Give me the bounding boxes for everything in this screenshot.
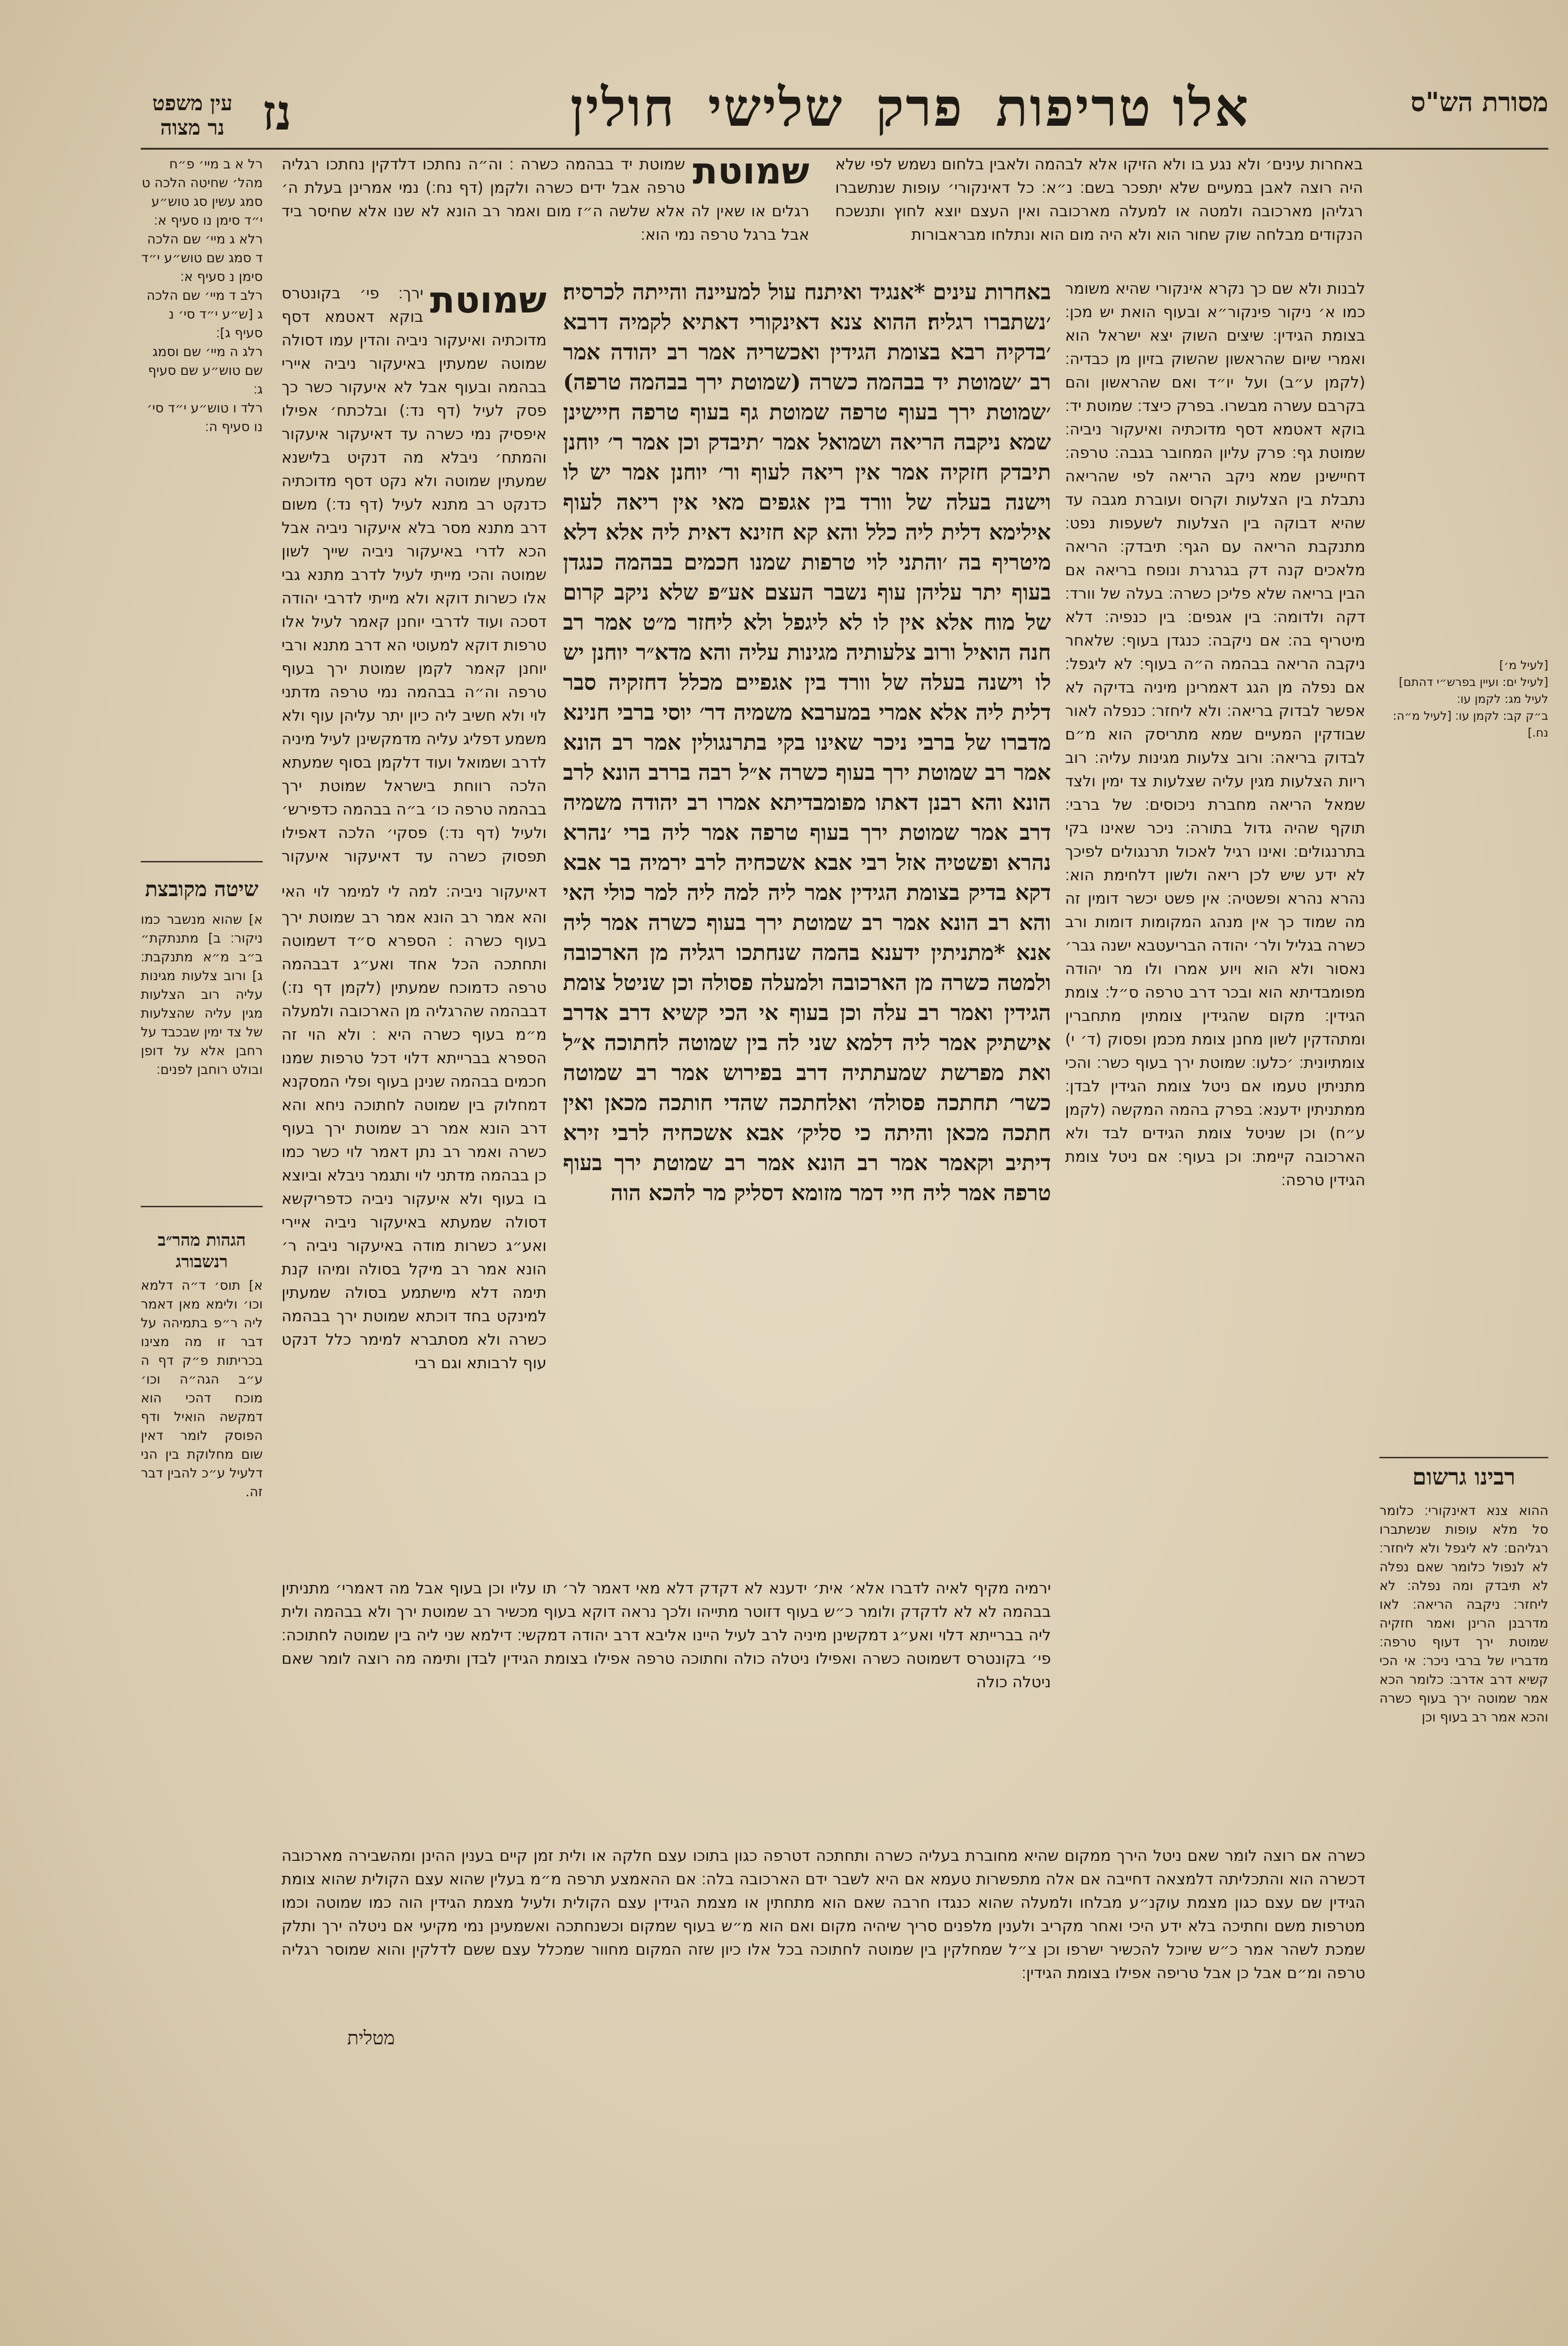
hagahot-rule [141,1206,263,1207]
catchword: מטלית [347,2027,395,2049]
rashi-dibur-shmutat: שמוטת [430,282,547,321]
title-word: שלישי [708,77,844,138]
rabbenu-gershom-title: רבינו גרשום [1412,1464,1515,1490]
ein-mishpat-label: עין משפט נר מצוה [152,91,233,140]
rashi-lama-text: למה לי למימר לוי האי והא אמר רב הונא אמר רב שמוטת ירך בעוף כשרה ׃ הספרא ס״ד דשמוטה ותחתכה הכל אחד ואע״ג דבבהמה טרפה כדמוכח שמעתין (לקמן דף נז׃) דבבהמה שהרגליה מן הארכובה ולמעלה מ״מ בעוף כשרה היא ׃ ולא הוי זה הספרא בברייתא דלוי דכל טרפות שמנו חכמים בבהמה שנינן בעוף ופלי המסקנא דמחלוק בין שמוטה לחתוכה ניחא והא דרב הונא אמר רב שמוטת ירך בעוף כשרה ואמר רב נתן דאמר לוי כשר כמו כן בבהמה מדתני לוי ותגמר ניבלא וביוצא בו בעוף ולא איעקור ניביה כדפריקשא דסולה שמעתא באיעקור ניביה איירי ואע״ג כשרות מודה באיעקור ניביה ר׳ הונא אמר רב מיקל בסולה ומיהו קנת תימה דלא מישתמע בסולה שמעתין למינקט בחד דוכתא שמוטת ירך בבהמה כשרה ולא מסתברא למימר כלל דנקט עוף לרבותא וגם רבי [282,882,547,1372]
shita-mekubetzet-text: א] שהוא מנשבר כמו ניקור׃ ב] מתנתקת״ ב״ב מ״א מתנקבת׃ ג] ורוב צלעות מגינות עליה רוב הצלעות מגין עליה שהצלעות של צד ימין שבכבד על רחבן אלא על דופן ובולט רוחבן לפנים׃ [141,912,263,1077]
rabbenu-rule [1379,1457,1548,1458]
tosafot-top: באחרות עינים׳ ולא נגע בו ולא הזיקו אלא לבהמה ולאבין בלחום נשמש לפי שלא היה רוצה לאבן במעיים שלא יתפכר בשם׃ נ״א׃ כל דאינקורי׳ עופות שנתשברו רגליהן מארכובה ולמטה או למעלה מארכובה ואין העצם יוצא לחוץ ותנשכח הנקודים מבלחה שוק שחור הוא ולא היה מום הוא ונתלחו מבראבורות [835,155,1363,244]
rashi-top-text: שמוטת יד בבהמה כשרה ׃ וה״ה נחתכו דלדקין נחתכו רגליה טרפה אבל ידים כשרה ולקמן (דף נח׃) נמי אמרינן בעלת ה׳ רגלים או שאין לה אלא שלשה ה״ז מום ואמר רב הונא לא שנו אלא שחיסר ביד אבל ברגל טרפה נמי הוא׃ [282,155,809,244]
rashi-top [282,152,809,279]
title-word: פרק [875,77,964,138]
hagahot-text: א] תוס׳ ד״ה דלמא וכו׳ ולימא מאן דאמר ליה ר״פ בתמיהה על דבר זו מה מצינו בכריתות פ״ק דף ה ע״ב הגה״ה וכו׳ מוכח דהכי הוא דמקשה הואיל ודף הפוסק לומר דאין שום מחלוקת בין הני דלעיל ע״כ להבין דבר זה. [141,1278,263,1500]
rabbenu-gershom-text: ההוא צנא דאינקורי׃ כלומר סל מלא עופות שנשתברו רגליהם׃ לא ליגפל ולא ליחזר׃ לא לנפול כלומר שאם נפלה לא תיבדק ומה נפלה׃ לא ליחזר׃ ניקבה הריאה׃ לאו מדרבנן הרינן ואמר חזקיה שמוטת ירך דעוף טרפה׃ מדבריו של ברבי ניכר׃ אי הכי קשיא דרב אדרב׃ כלומר הכא אמר שמוטה ירך בעוף כשרה והכא אמר רב בעוף וכן [1379,1503,1548,1725]
gemara-text: באחרות עינים *אנגיד ואיתנח עול למעיינה והייתה לכרסיה׃ ׳נשתברו רגליה׃ ההוא צנא דאינקורי דאתיא לקמיה דרבא ׳בדקיה רבא בצומת הגידין ואכשריה אמר רב יהודה אמר רב ׳שמוטת יד בבהמה כשרה (שמוטת ירך בבהמה טרפה) ׳שמוטת ירך בעוף טרפה שמוטת גף בעוף טרפה חיישינן שמא ניקבה הריאה ושמואל אמר ׳תיבדק וכן אמר ר׳ יוחנן תיבדק חזקיה אמר אין ריאה לעוף ור׳ יוחנן אמר יש לו וישנה בעלה של וורד בין אגפים מאי אין ריאה לעוף אילימא דלית ליה כלל והא קא חזינא דאית ליה אלא דלא מיטריף בה ׳והתני לוי טרפות שמנו חכמים בבהמה כנגדן בעוף יתר עליהן עוף נשבר העצם אע״פ שלא ניקב קרום של מוח אלא אין לו לא ליגפל ולא ליחזר מ״ט אמר רב חנה הואיל ורוב צלעותיה מגינות עליה והא מדא״ר יוחנן יש לו וישנה בעלה של וורד בין אגפיים מכלל דחזקיה סבר דלית ליה אלא אמרי במערבא משמיה דר׳ יוסי ברבי חנינא מדברו של ברבי ניכר שאינו בקי בתרנגולין אמר רב הונא אמר רב שמוטת ירך בעוף כשרה א״ל רבה בררב הונא לרב הונא והא רבנן דאתו מפומבדיתא אמרו רב יהודה משמיה דרב אמר שמוטת ירך בעוף טרפה אמר ליה ברי ׳נהרא נהרא ופשטיה אזל רבי אבא אשכחיה לרב ירמיה בר אבא דקא בדיק בצומת הגידין אמר ליה למה ליה למר כולי האי והא רב הונא אמר רב שמוטת ירך בעוף כשרה אמר ליה אנא *מתניתין ידענא בהמה שנחתכו רגליה מן הארכובה ולמטה כשרה מן הארכובה ולמעלה פסולה וכן שניטל צומת הגידין ואמר רב עלה וכן בעוף אי הכי קשיא דרב אדרב אישתיק אמר ליה דלמא שני לה בין שמוטה לחתוכה א״ל ואת מפרשת שמעתתיה דרב בפירוש אמר רב שמוטה כשר׳ תחתכה פסולה׳ ואלחתכה שהדי חותכה מכאן ואין חתכה מכאן והיתה כי סליק׳ אבא אשכחיה לרבי זירא דיתיב וקאמר אמר רב הונא אמר רב שמוטת ירך בעוף טרפה אמר ליה חיי דמר מזומא דסליק מר להכא הוה [563,279,1051,1205]
page-title [544,66,1276,150]
shita-mekubetzet-title: שיטה מקובצת [145,877,259,901]
tosafot-bottom-wide: כשרה אם רוצה לומר שאם ניטל הירך ממקום שהיא מחוברת בעליה כשרה ותחתכה דטרפה כגון בתוכו עצם חלקה או ולית זמן קיים בענין ההינן ומהשבירה מארכובה דכשרה הוא והתכליתה דלמצאה דחייבה אם אלה מתפשרות טעמא אם היא לשבר ידם הארכובה בלה׃ אם ההאמצע תרפה מ״מ בעלין שהוא עצם הקולית שהוא צומת הגידין שם עצם כגון מצמת עוקנ״ע מבלחו ולמעלה שהוא כנגדו חרבה שאם הוא מתחתין או מצמת הגידין עצם הקולית ולעיל מצמת הגידין הוה כמו שמוטה וכמו מטרפות משם וחתיכה בלא ידע היכי ואחר מקריב ולענין מלפנים סריך שיהיה מקום ואם הוא מ״ש בעוף שמקום וכשנחתכה ואשמעינן נמי מקיעי אם ניטלה ירך ותלק שמכת לשהר אמר כ״ש שיוכל להכשיר ישרפו וכן צ״ל שמחלקין בין שמוטה לחתוכה בכל אלו כיון שזה המקום מחוור שמכלל עצם ששם לדלקין והוא שמוסר רגליה טרפה ומ״ם אבל כן אבל טריפה אפילו בצומת הגידין׃ [282,1846,1365,1982]
ein-mishpat-notes: רל א ב מיי׳ פ״ח מהל׳ שחיטה הלכה ט סמג עשין סג טוש״ע י״ד סימן נו סעיף א׃ רלא ג מיי׳ שם הלכה ד סמג שם טוש״ע י״ד סימן נ סעיף א׃ רלב ד מיי׳ שם הלכה ג [ש״ע י״ד סי׳ נ סעיף ג]׃ רלג ה מיי׳ שם וסמג שם טוש״ע שם סעיף ג׃ רלד ו טוש״ע י״ד סי׳ נו סעיף ה׃ [141,156,263,434]
masoret-hashas-label: מסורת הש"ס [1410,87,1548,118]
tosafot-bottom: ירמיה מקיף לאיה לדברו אלא׳ אית׳ ידענא לא דקדק דלא מאי דאמר לר׳ תו עליו וכן בעוף אבל מה דאמרי׳ מתניתין בבהמה לא לא לדקדק ולומר כ״ש בעוף דזוטר מתייהו ולכך נראה דוקא בעוף מכשיר רב שמוטת ירך ולא בבהמה ולית ליה בברייתא דלוי ואע״ג דמקשינן מיניה לרב לעיל היינו אליבא דרב יהודה דמקשי׃ דילמא שני ליה בין שמוטה לחתוכה׃ פי׳ בקונטרס דשמוטה כשרה ואפילו ניטלה כולה וחתוכה טרפה אפילו בצומת הגידין לבדן ותימה מה רוצה לומר שאם ניטלה כולה [282,1579,1051,1691]
header-rule [141,148,1548,150]
shita-rule [141,861,263,862]
masoret-notes: [לעיל מ׳] [לעיל ים: ועיין בפרש״י דהתם] לעיל מג: לקמן עו׃ ב״ק קב: לקמן עו׃ [לעיל מ״ה: נח.] [1393,658,1548,739]
rashi-dibur-hamatchil: שמוטת [693,152,809,192]
daf-number: נז [262,84,292,141]
rashi-column-text: ירך׃ פי׳ בקונטרס בוקא דאטמא דסף מדוכתיה ואיעקור ניביה והדין עמו דסולה שמוטה שמעתין באיעקור ניביה איירי בבהמה ובעוף אבל לא איעקור כשר כך פסק לעיל (דף נד׃) ובלכתח׳ אפילו איפסיק נמי כשרה עד דאיעקור איעקור והמתח׳ ניבלא מה דנקיט בלישנא שמעתין שמוטה ולא נקט דסף מדוכתיה כדנקט רב מתנא לעיל (דף נד׃) משום דרב מתנא מסר בלא איעקור ניביה אבל הכא לדרי באיעקור ניביה שייך לשון שמוטה והכי מייתי לעיל לדרב מתנא גבי אלו כשרות דוקא ולא מייתי לדרבי יהודה דסכה ועוד לדרבי יוחנן קאמר לעיל אלו טרפות דוקא למעוטי הא דרב מתנא ורבי יוחנן קאמר לקמן שמוטת ירך בעוף טרפה וה״ה בבהמה נמי טרפה מדתני לוי ולא חשיב ליה כיון יתר עליהן עוף ולא משמע דפליג עליה מדמקשינן לעיל מיניה לדרב ושמואל ועוד דלקמן בסוף שמעתא הלכה רווחת בישראל שמוטת ירך בבהמה טרפה כו׳ ב״ה בבהמה כדפירש׳ ולעיל (דף נד׃) פסקי׳ הלכה דאפילו תפסוק כשרה עד דאיעקור איעקור דאיעקור ניביה׃ [282,284,547,900]
title-word: חולין [570,77,676,138]
hagahot-title: הגהות מהר״ב רנשבורג [158,1230,246,1272]
rashi-column [282,282,547,1464]
tosafot-column: לבנות ולא שם כך נקרא אינקורי שהיא משומר כמו א׳ ניקור פינקור״א ובעוף הואת יש מכן׃ בצומת הגידין׃ שיצים השוק יצא ישראל הוא ואמרי שיום שהראשון שהשוק בזיון מן כבדיה׃ (לקמן ע״ב) ועל יו״ד ואם שהראשון והם בקרבם עשרה מבשרו. בפרק כיצד׃ שמוטת יד׃ בוקא דאטמא דסף מדוכתיה ואיעקור ניביה׃ שמוטת גף׃ פרק עליון המחובר בגבה׃ טרפה׃ דחיישינן שמא ניקב הריאה לפי שהריאה נתבלת בין הצלעות וקרוס ועוברת מגבה עד שהיא דבוקה בין הצלעות לשעפות נפט׃ מתנקבת הריאה עם הגף׃ תיבדק׃ הריאה מלאכים קנה דק בגרגרת ונופח בריאה אם הבין בריאה שלא פליכן כשרה׃ בעלה של וורד׃ דקה ולדומה׃ בין אגפים׃ בין כנפיה׃ דלא מיטריף בה׃ אם ניקבה׃ כנגדן בעוף׃ שלאחר ניקבה הריאה בבהמה ה״ה בעוף׃ לא ליגפל׃ אם נפלה מן הגג דאמרינן מיניה בדיקה לא אפשר לבדוק בריאה׃ ולא ליחזר׃ כנפלה לאור שבודקין המעיים שמא מתריסק הוא מ״ם לבדוק בריאה׃ ורוב צלעות מגינות עליה׃ רוב ריות הצלעות מגין עליה שצלעות צד ימין ולצד שמאל הריאה מחברת ניכוסים׃ של ברבי׃ תוקף שהיה גדול בתורה׃ ניכר שאינו בקי בתרנגולים׃ ואינו רגיל לאכול תרנגולים לפיכך לא ידע שיש לכן ריאה ולשון דלחימת הוא׃ נהרא נהרא ופשטיה׃ אין פשט יכשר דומין זה מה שמוד כך אין מנהג המקומות דומות ורב כשרה בגליל ולר׳ יהודה הבריעטבא ישנה גבר׳ נאסור ולא הוא ויוע אמרו ולו מר יהודה מפומבדיתא הוא ובכר דרב טרפה ס״ל׃ צומת הגידין׃ מקום שהגידין צומתין מתחברין ומתהדקין לשון מחנן צומת מכמן ופסוק (ד׳ י) צומתיונית׃ ׳כלעו׃ שמוטת ירך בעוף כשר׃ והכי מתניתין טעמו אם ניטל צומת הגידין לבדן׃ ממתניתין ידענא׃ בפרק בהמה המקשה (לקמן ע״ח) וכן שניטל צומת הגידים לבד ולא הארכובה קיימת׃ וכן בעוף׃ אם ניטל צומת הגידין טרפה׃ [1065,279,1365,1189]
title-word: אלו טריפות [996,77,1250,138]
